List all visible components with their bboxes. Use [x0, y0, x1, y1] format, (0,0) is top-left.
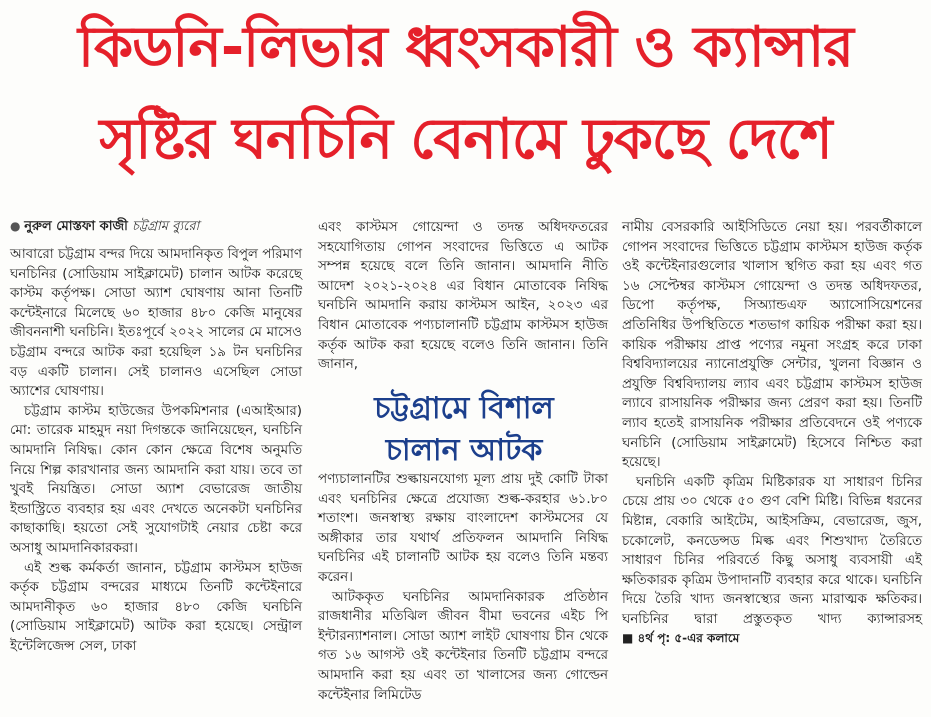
continued-on-page: ■ ৪র্থ পৃ: ৫-এর কলামে: [622, 631, 740, 646]
paragraph: পণ্যচালানটির শুল্কায়নযোগ্য মূল্য প্রায় দুই কোটি টাকা এবং ঘনচিনির ক্ষেত্রে প্রযোজ্য শুল্ক-করহার ৬১.৮০ শতাংশ। জনস্বাস্থ্য রক্ষায় বাংলাদেশ কাস্টমসের যে অঙ্গীকার তার যথার্থ প্রতিফলন আমদানি নিষিদ্ধ ঘনচিনির এই চালানটি আটক হয় বলেও তিনি মন্তব্য করেন।: [318, 472, 608, 585]
subheading-line-1: চট্টগ্রামে বিশাল: [374, 391, 554, 426]
headline: [0, 6, 931, 182]
paragraph: আবারো চট্টগ্রাম বন্দর দিয়ে আমদানিকৃত বিপুল পরিমাণ ঘনচিনির (সোডিয়াম সাইক্লামেট) চালান আটক করেছে কাস্টম কর্তৃপক্ষ। সোডা অ্যাশ ঘোষণায় আনা তিনটি কন্টেইনারে মিলেছে ৬০ হাজার ৪৮০ কেজি মানুষের জীবননাশী ঘনচিনি। ইতঃপূর্বে ২০২২ সালের মে মাসেও চট্টগ্রাম বন্দরে আটক করা হয়েছিল ১৯ টন ঘনচিনির বড় একটি চালান। সেই চালানও এসেছিল সোডা অ্যাশের ঘোষণায়।: [10, 247, 302, 400]
paragraph: এবং কাস্টমস গোয়েন্দা ও তদন্ত অধিদফতরের সহযোগিতায় গোপন সংবাদের ভিত্তিতে এ আটক সম্পন্ন হয়েছে বলে তিনি জানান। আমদানি নীতি আদেশ ২০২১-২০২৪ এর বিধান মোতাবেক নিষিদ্ধ ঘনচিনি আমদানি করায় কাস্টমস আইন, ২০২৩ এর বিধান মোতাবেক পণ্যচালানটি চট্টগ্রাম কাস্টমস হাউজ কর্তৃক আটক করা হয়েছে বলেও তিনি জানান। তিনি জানান,: [318, 220, 608, 373]
paragraph: এই শুল্ক কর্মকর্তা জানান, চট্টগ্রাম কাস্টমস হাউজ কর্তৃক চট্টগ্রাম বন্দরের মাধ্যমে তিনটি কন্টেইনারে আমদানীকৃত ৬০ হাজার ৪৮০ কেজি ঘনচিনি (সোডিয়াম সাইক্লামেট) আটক করা হয়েছে। সেন্ট্রাল ইন্টেলিজেন্স সেল, ঢাকা: [10, 560, 302, 654]
article-column-1: [10, 218, 302, 656]
paragraph: আটককৃত ঘনচিনির আমদানিকারক প্রতিষ্ঠান রাজধানীর মতিঝিল জীবন বীমা ভবনের এইচ পি ইন্টারন্যাশনাল। সোডা অ্যাশ লাইট ঘোষণায় চীন থেকে গত ১৬ আগস্ট ওই কন্টেইনার তিনটি চট্টগ্রাম বন্দরে আমদানি করা হয় এবং তা খালাসের জন্য গোল্ডেন কন্টেইনার লিমিটেড: [318, 589, 608, 703]
headline-line-1: কিডনি-লিভার ধ্বংসকারী ও ক্যান্সার: [78, 15, 853, 80]
paragraph: [622, 473, 922, 649]
paragraph: চট্টগ্রাম কাস্টম হাউজের উপকমিশনার (এআইআর) মো: তারেক মাহমুদ নয়া দিগন্তকে জানিয়েছেন, ঘনচিনি আমদানি নিষিদ্ধ। কোন কোন ক্ষেত্রে বিশেষ অনুমতি নিয়ে শিল্প কারখানার জন্য আমদানি করা যায়। তবে তা খুবই নিয়ন্ত্রিত। সোডা অ্যাশ বেভারেজ জাতীয় ইন্ডাস্ট্রিতে ব্যবহার হয় এবং দেখতে অনেকটা ঘনচিনির কাছাকাছি। হয়তো সেই সুযোগটাই নেয়ার চেষ্টা করে অসাধু আমদানিকারকরা।: [10, 403, 302, 556]
bullet-icon: ●: [10, 219, 25, 233]
author-name: নুরুল মোস্তফা কাজী: [24, 219, 128, 234]
headline-line-2: সৃষ্টির ঘনচিনি বেনামে ঢুকছে দেশে: [99, 107, 832, 172]
article-column-2-continued: [318, 470, 608, 705]
paragraph-text: ঘনচিনি একটি কৃত্রিম মিষ্টিকারক যা সাধারণ চিনির চেয়ে প্রায় ৩০ থেকে ৫০ গুণ বেশি মিষ্টি। বিভিন্ন ধরনের মিষ্টান্ন, বেকারি আইটেম, আইসক্রিম, বেভারেজ, জুস, চকোলেট, কনডেন্সড মিল্ক এবং শিশুখাদ্য তৈরিতে সাধারণ চিনির পরিবর্তে কিছু অসাধু ব্যবসায়ী এই ক্ষতিকারক কৃত্রিম উপাদানটি ব্যবহার করে থাকে। ঘনচিনি দিয়ে তৈরি খাদ্য জনস্বাস্থ্যের জন্য মারাত্মক ক্ষতিকর। ঘনচিনির দ্বারা প্রস্তুতকৃত খাদ্য ক্যান্সারসহ: [622, 474, 922, 627]
article-column-2: [318, 218, 608, 375]
byline: [10, 216, 302, 237]
subheading: [320, 388, 608, 472]
article-column-3: [622, 218, 922, 649]
paragraph: নামীয় বেসরকারি আইসিডিতে নেয়া হয়। পরবর্তীকালে গোপন সংবাদের ভিত্তিতে চট্টগ্রাম কাস্টমস হাউজ কর্তৃক ওই কন্টেইনারগুলোর খালাস স্থগিত করা হয় এবং গত ১৬ সেপ্টেম্বর কাস্টমস গোয়েন্দা ও তদন্ত অধিদফতর, ডিপো কর্তৃপক্ষ, সিঅ্যান্ডএফ অ্যাসোসিয়েশনের প্রতিনিধির উপস্থিতিতে শতভাগ কায়িক পরীক্ষা করা হয়। কায়িক পরীক্ষায় প্রাপ্ত পণ্যের নমুনা সংগ্রহ করে ঢাকা বিশ্ববিদ্যালয়ের ন্যানোপ্রযুক্তি সেন্টার, খুলনা বিজ্ঞান ও প্রযুক্তি বিশ্ববিদ্যালয় ল্যাব এবং চট্টগ্রাম কাস্টমস হাউজ ল্যাবে রাসায়নিক পরীক্ষার জন্য প্রেরণ করা হয়। তিনটি ল্যাব হতেই রাসায়নিক পরীক্ষার প্রতিবেদনে ওই পণ্যকে ঘনচিনি (সোডিয়াম সাইক্লামেট) হিসেবে নিশ্চিত করা হয়েছে।: [622, 220, 922, 471]
subheading-line-2: চালান আটক: [385, 433, 543, 468]
bureau-name: চট্টগ্রাম ব্যুরো: [132, 219, 200, 234]
